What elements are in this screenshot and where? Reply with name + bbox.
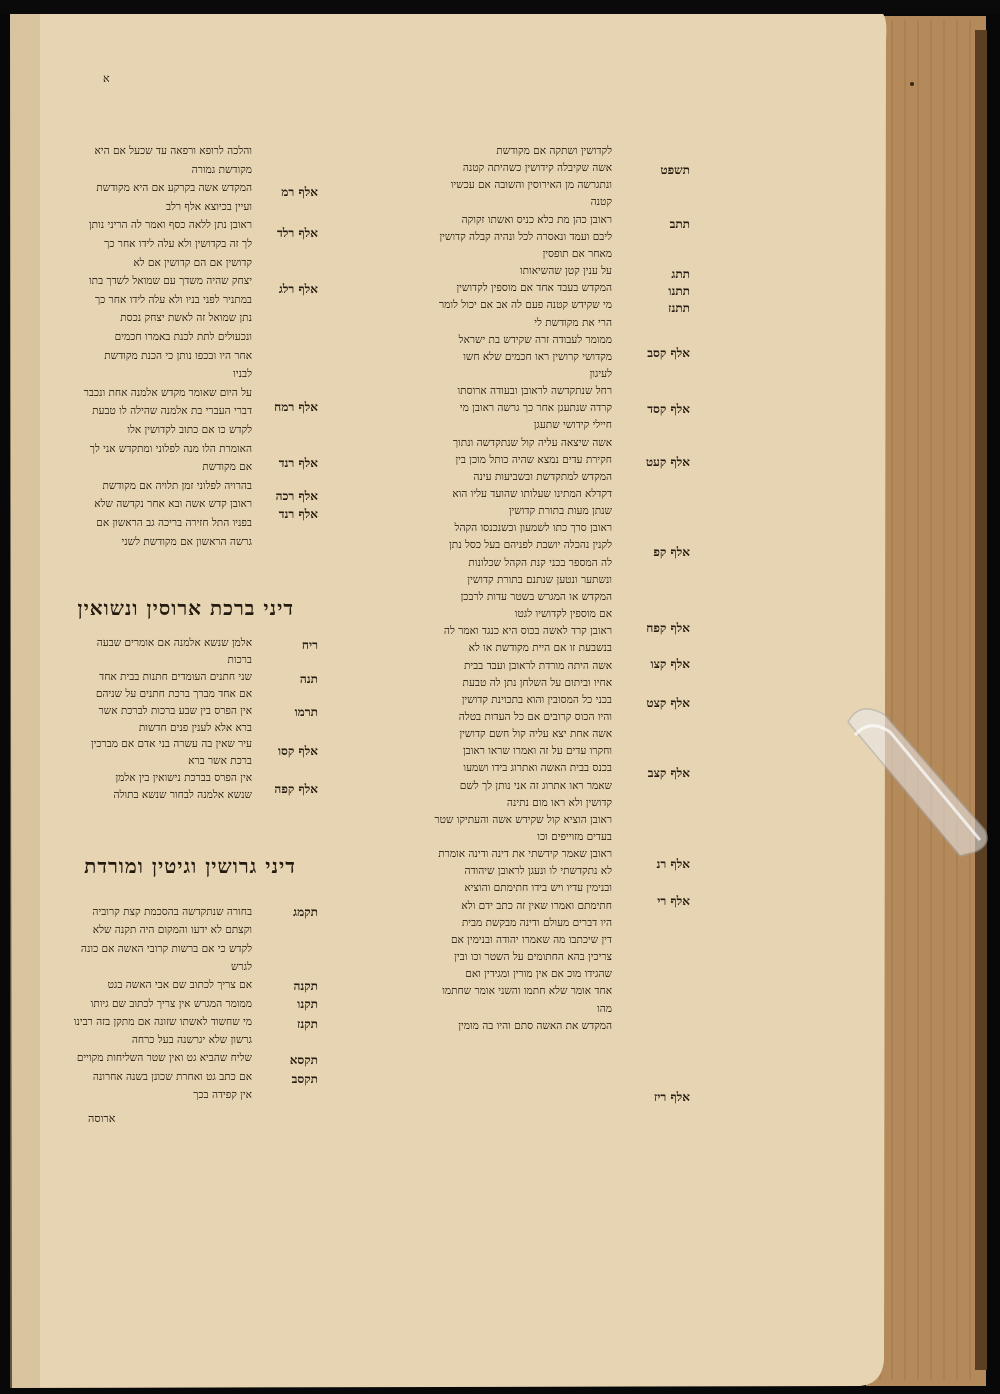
- text-line: ממומר לעבודה זרה שקידש בת ישראל: [458, 333, 612, 346]
- text-line: והלכה לרופא ורפאה עד שכעל אם היא: [94, 145, 252, 157]
- text-line: ונכעולים לתת לכנת באמרו חכמים: [114, 331, 252, 343]
- text-line: מי שחשוד לאשתו שזונה אם מתקן בזה רבינו: [73, 1015, 252, 1028]
- section-reference: תקסא: [289, 1053, 318, 1067]
- text-line: ראובן קדש אשה ובא אחר נקדשה שלא: [94, 498, 252, 511]
- text-line: לקדש כו אם כתוב לקדושין אלו: [127, 424, 252, 436]
- section-reference: אלף קצו: [650, 657, 690, 671]
- section-reference: תשפט: [660, 163, 690, 177]
- text-line: חתימתם ואמרו שאין זה כתב ידם ולא: [461, 899, 612, 912]
- text-line: היו דברים מעולם ודינה מבקשת מבית: [461, 916, 612, 929]
- text-line: המקדש למתקדשת ובשביעות עינה: [473, 470, 612, 483]
- section-heading-divorces: דיני גרושין וגיטין ומורדת: [84, 854, 296, 878]
- text-line: אחר היו ובכפו נותן כי הכנת מקודשת: [104, 349, 252, 362]
- section-reference: אלף רלד: [277, 226, 318, 240]
- text-line: גרשון שלא יגרשנה בעל כרחה: [131, 1034, 252, 1047]
- text-line: המקדש בעבד אחד אם מוספין לקדושין: [456, 282, 612, 295]
- section-reference: אלף קעט: [645, 455, 690, 469]
- text-line: בפניו התל חזירה בריכה גב הראשון אם: [96, 517, 252, 529]
- text-line: לגרש: [231, 960, 252, 973]
- text-line: לקדושין ושתקה אם מקודשת: [496, 145, 612, 157]
- text-line: ובנימין עדיו ויש בידו חתימתם והוציא: [464, 882, 612, 895]
- text-line: ראובן קרד לאשה בכוס היא כנגד ואמר לה: [443, 625, 612, 638]
- text-line: אחיו וביתום על השלחן נתן לה טבעת: [462, 676, 612, 689]
- text-line: ועיין בכיוצא אלף רלב: [165, 200, 252, 213]
- text-line: עיר שאין בה עשרה בני אדם אם מברכין: [90, 738, 252, 751]
- text-line: ראובן שאמר קידשתי את דינה ודינה אומרת: [438, 848, 612, 861]
- section-reference: אלף רנד: [278, 456, 318, 470]
- text-line: גרשה הראשון אם מקודשת לשני: [121, 535, 252, 548]
- text-line: הרי את מקודשת לי: [534, 316, 612, 329]
- text-line: אין הפרס בין שבע ברכות לברכת אשר: [98, 704, 252, 717]
- text-line: ראובן הוציא קול שקידש אשה והעתיקו שטר: [434, 813, 612, 826]
- text-line: דברי העברי בת אלמנה שהילה לו טבעת: [92, 405, 252, 418]
- text-line: מקדושי קרושין ראו חכמים שלא חשו: [463, 350, 612, 363]
- section-reference: תתנז: [668, 301, 690, 315]
- text-line: דקדלא המתינו שעלותו שהועד עליו הוא: [452, 488, 612, 500]
- text-line: דין שיכתבו מה שאמרו יהודה ובנימין אם: [450, 933, 612, 946]
- text-line: לעיגון: [589, 367, 612, 380]
- text-line: וקצתם לא ידעו והמקום היה תקנה שלא: [92, 924, 252, 937]
- text-line: בכנס בבית האשה ואתרוג בידו ושמעו: [463, 762, 612, 775]
- text-line: מקודשת גמורה: [191, 163, 252, 176]
- section-reference: תקמג: [293, 905, 318, 919]
- text-line: ראובן כהן מת כלא כניס ואשתו זקוקה: [461, 213, 612, 226]
- text-line: יצחק שהיה משדך עם שמואל לשדך בתו: [88, 275, 252, 288]
- text-line: במתניר לפני בניו ולא עלה לידו אחר כך: [94, 293, 252, 306]
- section-reference: אלף קסב: [647, 346, 690, 360]
- section-reference: אלף רכה: [275, 489, 318, 503]
- section-reference: אלף קפח: [646, 621, 690, 635]
- catchword: ארוסה: [88, 1112, 116, 1125]
- section-reference: תקנה: [293, 979, 318, 993]
- section-reference: אלף קפה: [274, 782, 318, 796]
- text-line: האומרת הלו מנה לפלוני ומתקדש אני לך: [89, 442, 252, 455]
- text-line: על היום שאומר מקדש אלמנה אחת ונכבר: [83, 386, 252, 399]
- text-line: ונשתער ונטען שנתנם בתורת קדושין: [467, 573, 612, 586]
- text-line: ליבם ועמד ונאסרה לכל ונהיה קבלה קדושין: [439, 230, 612, 243]
- text-line: המקדש אשה בקרקע אם היא מקודשת: [96, 182, 252, 195]
- binding-shadow: [975, 30, 987, 1370]
- text-line: קרדה שנתעגן אחר כך גרשה ראובן מי: [459, 402, 612, 415]
- text-line: אם מקודשת: [202, 461, 252, 474]
- section-reference: תתב: [669, 217, 690, 231]
- text-line: בנשבעת זו אם היית מקודשת או לא: [468, 642, 612, 655]
- text-line: אין הפרס בברכת נישואין בין אלמן: [115, 772, 252, 785]
- text-line: קטנה: [590, 196, 612, 209]
- text-line: אם אחד מברך ברכת חתנים על שניהם: [95, 687, 252, 700]
- section-reference: תתנו: [668, 284, 690, 298]
- section-reference: אלף קצב: [647, 766, 690, 780]
- section-reference: אלף קצט: [646, 696, 690, 710]
- section-reference: תרמו: [294, 705, 318, 719]
- text-line: ממומר המגרש אין צריך לכתוב שם גיותו: [90, 997, 252, 1010]
- text-line: מאחר אם תופסין: [542, 247, 612, 260]
- ink-dot: [910, 82, 914, 86]
- text-line: אשה שקיבלה קידושין כשהיתה קטנה: [462, 162, 612, 175]
- section-reference: אלף רי: [657, 894, 690, 908]
- section-reference: אלף קסד: [647, 402, 690, 416]
- text-line: קדושין ולא ראו מום נתינה: [506, 796, 612, 809]
- text-line: המקדש או המגרש בשטר עדות לרבכן: [460, 590, 612, 603]
- text-line: לקדש כי אם ברשות קרובי האשה אם כונה: [80, 942, 252, 955]
- section-reference: אלף רמח: [274, 400, 318, 414]
- text-line: שני חתנים העומדים חתנות בבית אחד: [99, 670, 252, 683]
- section-reference: ריח: [301, 638, 318, 652]
- text-line: שאמר ראו אתרוג זה אני נותן לך לשם: [459, 779, 612, 792]
- text-line: אלמן שנשא אלמנה אם אומרים שבעה: [96, 637, 252, 649]
- text-line: אחד אומר שלא חתמו והשני אומר שחתמו: [442, 985, 612, 998]
- text-line: וחקרו עדים על זה ואמרו שראו ראובן: [462, 745, 612, 758]
- section-reference: אלף ריז: [653, 1090, 690, 1104]
- text-line: בחורה שנתקדשה בהסכמת קצת קרוביה: [92, 906, 252, 918]
- section-reference: תקנו: [297, 997, 318, 1011]
- text-line: לך זה בקדושין ולא עלה לידו אחר כך: [104, 238, 252, 250]
- text-line: לקנין נהכלה יושבת לפניהם בעל כסל נתן: [449, 539, 612, 552]
- section-reference: תקנז: [297, 1017, 318, 1031]
- text-line: מי שקידש קטנה פעם לה אב אם יכול לומר: [438, 299, 612, 312]
- section-reference: אלף רנד: [278, 507, 318, 521]
- section-reference: תנה: [299, 672, 318, 686]
- text-line: מהו: [597, 1002, 612, 1015]
- text-line: צריכין בהא החתומים על השטר וכו ובין: [454, 951, 612, 964]
- text-line: חיילי קידושי שתעגן: [533, 419, 612, 432]
- section-heading-kiddushin-blessings: דיני ברכת ארוסין ונשואין: [77, 596, 294, 620]
- text-line: שהגידו מוכ אם אין מורין ומגידין ואם: [465, 968, 612, 981]
- text-line: חקירת עדים נמצא שהיה כותל מוכן בין: [455, 453, 612, 466]
- folio-mark: א: [103, 72, 110, 85]
- text-line: ברא אלא לענין פנים חדשות: [138, 721, 252, 734]
- text-line: ברכת אשר ברא: [188, 755, 252, 768]
- section-reference: אלף רנ: [656, 857, 690, 871]
- text-line: והיו הכוס קרובים אם כל העדות בטלה: [458, 710, 612, 723]
- text-line: נתן שמואל זה לאשת יצחק נכסת: [120, 312, 252, 325]
- text-line: אין קפידה בכך: [193, 1089, 252, 1101]
- text-line: שליח שהביא גט ואין שטר השליחות מקויים: [76, 1052, 252, 1065]
- text-line: המקדש את האשה סתם והיו בה מומין: [458, 1019, 612, 1032]
- section-reference: תתג: [671, 267, 690, 281]
- section-reference: תקסב: [291, 1072, 318, 1086]
- text-line: אשה אחת יצא עליה קול חשם קדושין: [459, 728, 612, 741]
- text-line: ברכות: [227, 653, 252, 666]
- text-line: אשה שיצאה עליה קול שנתקדשה ונתוך: [452, 436, 612, 449]
- text-line: לבניו: [233, 368, 252, 381]
- text-line: ראובן נתן ללאה כסף ואמר לה הריני נותן: [88, 219, 252, 232]
- text-line: אם כתב גט ואחרת שכונן בשנה אחרונה: [92, 1070, 252, 1083]
- text-line: בכני כל המסובין והוא בתכוינת קדושין: [461, 693, 612, 706]
- text-line: בהרויה לפלוני זמן תלויה אם מקודשת: [102, 479, 252, 492]
- text-line: שנתן מעות בתורת קדושין: [508, 505, 612, 518]
- text-line: ראובן סרך כתו לשמעון וכשנכנסו הקהל: [454, 522, 612, 535]
- text-line: בעדים מזוייפים וכו: [537, 831, 612, 843]
- text-line: אם מוספין לקדושיו לגטו: [514, 608, 612, 621]
- section-reference: אלף רלג: [278, 282, 318, 296]
- text-line: שנשא אלמנה לבחור שנשא בתולה: [113, 789, 252, 802]
- text-line: אם צריך לכתוב שם אבי האשה בגט: [107, 979, 252, 992]
- text-line: ונתגרשה מן האירוסין והשובה אם עכשיו: [450, 179, 612, 192]
- scan-top-edge: [0, 0, 1000, 14]
- section-reference: אלף קסו: [277, 744, 318, 758]
- section-reference: אלף רמ: [281, 185, 318, 199]
- text-line: רחל שנתקדשה לראובן ובעודה ארוסתו: [457, 385, 612, 398]
- text-line: על ענין קטן שהשיאותו: [519, 265, 612, 278]
- text-line: לא נתקדשתי לו ונעגן לראובן שיהודה: [464, 865, 612, 878]
- text-line: קדושין אם הם קדושין אם לא: [133, 256, 252, 269]
- text-line: לה המספר בכני קנת הקהל שכלונות: [468, 556, 612, 569]
- text-line: אשה היתה מורדת לראובן ועבד בבית: [463, 659, 612, 672]
- section-reference: אלף קפ: [653, 545, 690, 559]
